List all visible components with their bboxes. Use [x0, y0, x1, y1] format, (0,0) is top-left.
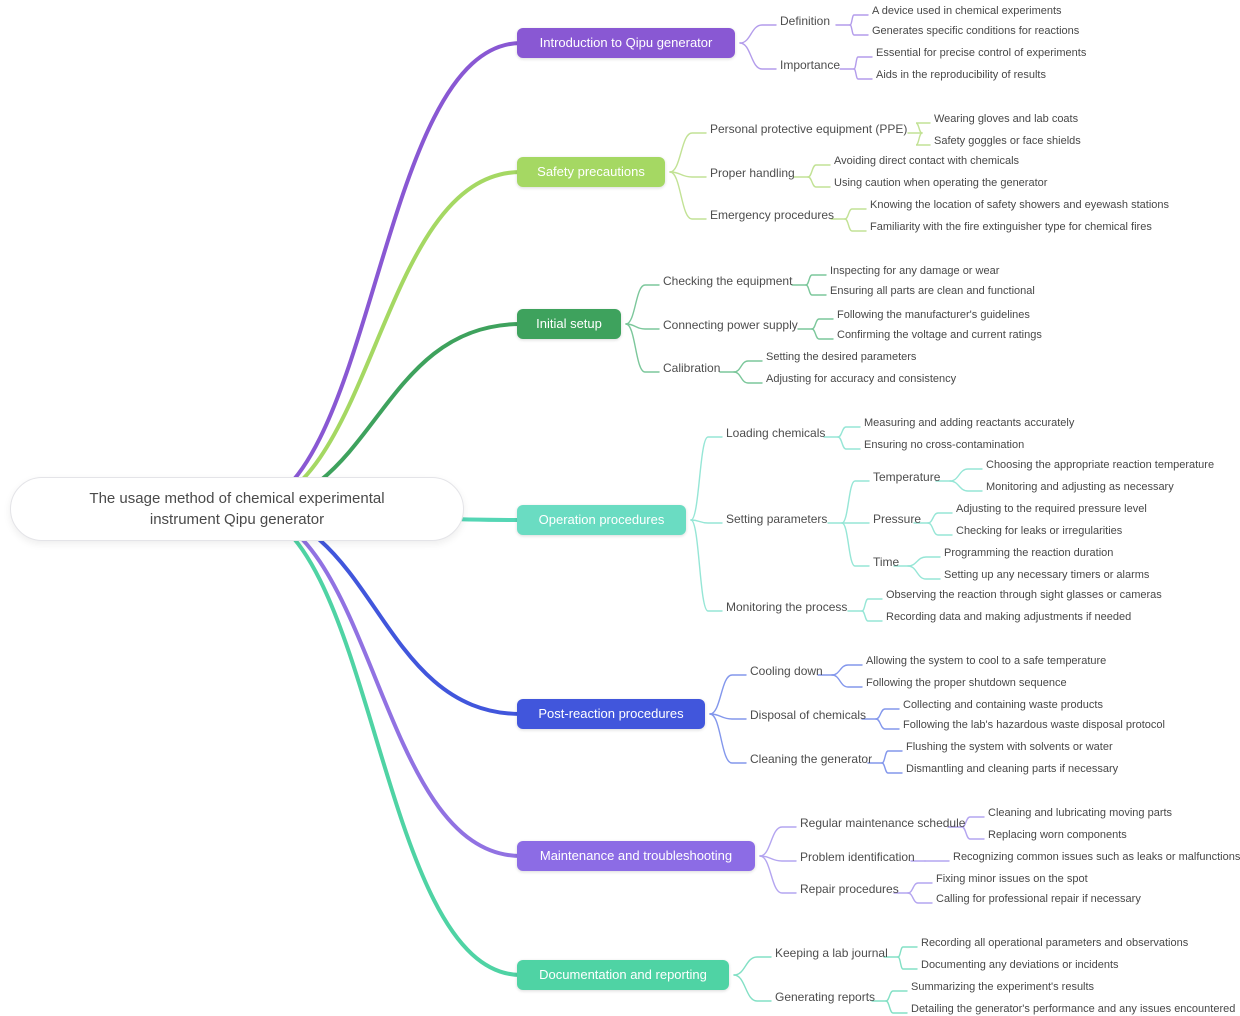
leaf-choosing-the-appropriate-reaction-temperat[interactable]: Choosing the appropriate reaction temperature: [986, 459, 1215, 471]
connector-line: [691, 437, 722, 520]
root-node[interactable]: [10, 477, 464, 541]
leaf-essential-for-precise-control-of-experimen[interactable]: Essential for precise control of experiments: [876, 47, 1087, 59]
connector-line: [908, 893, 932, 903]
leaf-calling-for-professional-repair-if-necessa[interactable]: Calling for professional repair if necessary: [936, 893, 1141, 905]
leaf-detailing-the-generator-s-performance-and-[interactable]: Detailing the generator's performance and any issues encountered: [911, 1003, 1236, 1015]
node-proper-handling[interactable]: Proper handling: [710, 166, 795, 180]
connector-line: [850, 15, 868, 25]
leaf-collecting-and-containing-waste-products[interactable]: Collecting and containing waste products: [903, 699, 1103, 711]
connector-line: [862, 611, 882, 621]
node-setting-parameters[interactable]: Setting parameters: [726, 512, 828, 526]
leaf-familiarity-with-the-fire-extinguisher-typ[interactable]: Familiarity with the fire extinguisher type for chemical fires: [870, 221, 1152, 233]
connector-line: [862, 599, 882, 611]
connector-line: [850, 25, 868, 35]
leaf-recognizing-common-issues-such-as-leaks-or[interactable]: Recognizing common issues such as leaks or malfunctions: [953, 851, 1240, 863]
branch-node-introduction-to-qipu-generator[interactable]: Introduction to Qipu generator: [517, 28, 735, 58]
connector-line: [240, 172, 521, 509]
node-personal-protective-equipment-ppe[interactable]: Personal protective equipment (PPE): [710, 122, 908, 136]
node-definition[interactable]: Definition: [780, 14, 831, 28]
connector-line: [626, 285, 659, 324]
connector-line: [838, 437, 860, 449]
branch-node-operation-procedures[interactable]: Operation procedures: [517, 505, 686, 535]
leaf-ensuring-all-parts-are-clean-and-functiona[interactable]: Ensuring all parts are clean and functional: [830, 285, 1035, 297]
connector-line: [670, 172, 706, 219]
leaf-fixing-minor-issues-on-the-spot[interactable]: Fixing minor issues on the spot: [936, 873, 1088, 885]
connector-line: [670, 133, 706, 172]
leaf-following-the-lab-s-hazardous-waste-dispos[interactable]: Following the lab's hazardous waste disposal protocol: [903, 719, 1165, 731]
connector-line: [832, 665, 862, 675]
connector-line: [876, 709, 899, 719]
leaf-inspecting-for-any-damage-or-wear[interactable]: Inspecting for any damage or wear: [830, 265, 1000, 277]
connector-line: [240, 509, 521, 856]
node-emergency-procedures[interactable]: Emergency procedures: [710, 208, 835, 222]
leaf-observing-the-reaction-through-sight-glass[interactable]: Observing the reaction through sight glasses or cameras: [886, 589, 1162, 601]
connector-line: [734, 372, 762, 383]
leaf-aids-in-the-reproducibility-of-results[interactable]: Aids in the reproducibility of results: [876, 69, 1046, 81]
leaf-adjusting-for-accuracy-and-consistency[interactable]: Adjusting for accuracy and consistency: [766, 373, 957, 385]
node-keeping-a-lab-journal[interactable]: Keeping a lab journal: [775, 946, 888, 960]
leaf-cleaning-and-lubricating-moving-parts[interactable]: Cleaning and lubricating moving parts: [988, 807, 1173, 819]
node-checking-the-equipment[interactable]: Checking the equipment: [663, 274, 793, 288]
leaf-documenting-any-deviations-or-incidents[interactable]: Documenting any deviations or incidents: [921, 959, 1119, 971]
connector-line: [812, 329, 833, 339]
connector-line: [734, 361, 762, 372]
connector-line: [832, 675, 862, 687]
node-regular-maintenance-schedule[interactable]: Regular maintenance schedule: [800, 816, 966, 830]
leaf-generates-specific-conditions-for-reaction[interactable]: Generates specific conditions for reactions: [872, 25, 1080, 37]
leaf-checking-for-leaks-or-irregularities[interactable]: Checking for leaks or irregularities: [956, 525, 1123, 537]
leaf-flushing-the-system-with-solvents-or-water[interactable]: Flushing the system with solvents or water: [906, 741, 1113, 753]
node-calibration[interactable]: Calibration: [663, 361, 721, 375]
leaf-wearing-gloves-and-lab-coats[interactable]: Wearing gloves and lab coats: [934, 113, 1079, 125]
node-temperature[interactable]: Temperature: [873, 470, 941, 484]
connector-line: [691, 520, 722, 611]
leaf-replacing-worn-components[interactable]: Replacing worn components: [988, 829, 1127, 841]
node-connecting-power-supply[interactable]: Connecting power supply: [663, 318, 798, 332]
connector-line: [854, 69, 872, 79]
connector-line: [886, 1001, 907, 1013]
connector-line: [898, 957, 917, 969]
connector-line: [928, 513, 952, 523]
connector-line: [886, 991, 907, 1001]
leaf-setting-up-any-necessary-timers-or-alarms[interactable]: Setting up any necessary timers or alarms: [944, 569, 1150, 581]
connector-line: [898, 947, 917, 957]
connector-line: [838, 427, 860, 437]
node-monitoring-the-process[interactable]: Monitoring the process: [726, 600, 848, 614]
connector-line: [812, 319, 833, 329]
connector-line: [710, 675, 746, 714]
leaf-monitoring-and-adjusting-as-necessary[interactable]: Monitoring and adjusting as necessary: [986, 481, 1174, 493]
connector-line: [740, 25, 776, 43]
connector-line: [734, 975, 771, 1001]
leaf-safety-goggles-or-face-shields[interactable]: Safety goggles or face shields: [934, 135, 1081, 147]
connector-line: [908, 883, 932, 893]
connector-line: [842, 523, 869, 566]
connector-line: [950, 481, 982, 491]
connector-line: [806, 275, 826, 285]
connector-line: [626, 324, 659, 372]
branch-node-post-reaction-procedures[interactable]: Post-reaction procedures: [517, 699, 705, 729]
node-pressure[interactable]: Pressure: [873, 512, 922, 526]
leaf-recording-all-operational-parameters-and-o[interactable]: Recording all operational parameters and observations: [921, 937, 1189, 949]
connector-line: [760, 827, 796, 856]
connector-line: [882, 751, 902, 763]
connector-line: [240, 509, 521, 975]
leaf-following-the-manufacturer-s-guidelines[interactable]: Following the manufacturer's guidelines: [837, 309, 1030, 321]
connector-line: [876, 719, 899, 729]
node-generating-reports[interactable]: Generating reports: [775, 990, 876, 1004]
node-cooling-down[interactable]: Cooling down: [750, 664, 823, 678]
leaf-dismantling-and-cleaning-parts-if-necessar[interactable]: Dismantling and cleaning parts if necessary: [906, 763, 1119, 775]
connector-line: [916, 123, 930, 133]
connector-line: [908, 557, 940, 566]
node-repair-procedures[interactable]: Repair procedures: [800, 882, 899, 896]
node-problem-identification[interactable]: Problem identification: [800, 850, 915, 864]
leaf-allowing-the-system-to-cool-to-a-safe-temp[interactable]: Allowing the system to cool to a safe temperature: [866, 655, 1107, 667]
connector-line: [882, 763, 902, 773]
node-disposal-of-chemicals[interactable]: Disposal of chemicals: [750, 708, 867, 722]
connector-line: [916, 133, 930, 145]
leaf-summarizing-the-experiment-s-results[interactable]: Summarizing the experiment's results: [911, 981, 1095, 993]
connector-line: [808, 165, 830, 177]
leaf-avoiding-direct-contact-with-chemicals[interactable]: Avoiding direct contact with chemicals: [834, 155, 1020, 167]
leaf-adjusting-to-the-required-pressure-level[interactable]: Adjusting to the required pressure level: [956, 503, 1147, 515]
leaf-recording-data-and-making-adjustments-if-n[interactable]: Recording data and making adjustments if needed: [886, 611, 1132, 623]
branch-node-initial-setup[interactable]: Initial setup: [517, 309, 621, 339]
node-importance[interactable]: Importance: [780, 58, 841, 72]
leaf-setting-the-desired-parameters[interactable]: Setting the desired parameters: [766, 351, 917, 363]
connector-line: [740, 43, 776, 69]
connector-line: [806, 285, 826, 295]
leaf-knowing-the-location-of-safety-showers-and[interactable]: Knowing the location of safety showers and eyewash stations: [870, 199, 1170, 211]
branch-node-maintenance-and-troubleshooting[interactable]: Maintenance and troubleshooting: [517, 841, 755, 871]
connector-line: [908, 566, 940, 579]
node-time[interactable]: Time: [873, 555, 900, 569]
connector-line: [710, 714, 746, 763]
connector-line: [808, 177, 830, 187]
connector-line: [842, 481, 869, 523]
node-loading-chemicals[interactable]: Loading chemicals: [726, 426, 826, 440]
leaf-ensuring-no-cross-contamination[interactable]: Ensuring no cross-contamination: [864, 439, 1025, 451]
leaf-a-device-used-in-chemical-experiments[interactable]: A device used in chemical experiments: [872, 5, 1062, 17]
leaf-measuring-and-adding-reactants-accurately[interactable]: Measuring and adding reactants accurately: [864, 417, 1075, 429]
leaf-using-caution-when-operating-the-generator[interactable]: Using caution when operating the generator: [834, 177, 1048, 189]
node-cleaning-the-generator[interactable]: Cleaning the generator: [750, 752, 873, 766]
connector-line: [845, 209, 866, 219]
connector-line: [845, 219, 866, 231]
leaf-confirming-the-voltage-and-current-ratings[interactable]: Confirming the voltage and current ratings: [837, 329, 1042, 341]
connector-line: [854, 57, 872, 69]
connector-line: [950, 469, 982, 481]
connector-line: [734, 957, 771, 975]
connector-line: [691, 520, 722, 523]
connector-line: [240, 43, 521, 509]
root-label: The usage method of chemical experimental instrument Qipu generator: [89, 490, 385, 528]
branch-node-safety-precautions[interactable]: Safety precautions: [517, 157, 665, 187]
leaf-programming-the-reaction-duration[interactable]: Programming the reaction duration: [944, 547, 1114, 559]
connector-line: [928, 523, 952, 535]
leaf-following-the-proper-shutdown-sequence[interactable]: Following the proper shutdown sequence: [866, 677, 1067, 689]
branch-node-documentation-and-reporting[interactable]: Documentation and reporting: [517, 960, 729, 990]
